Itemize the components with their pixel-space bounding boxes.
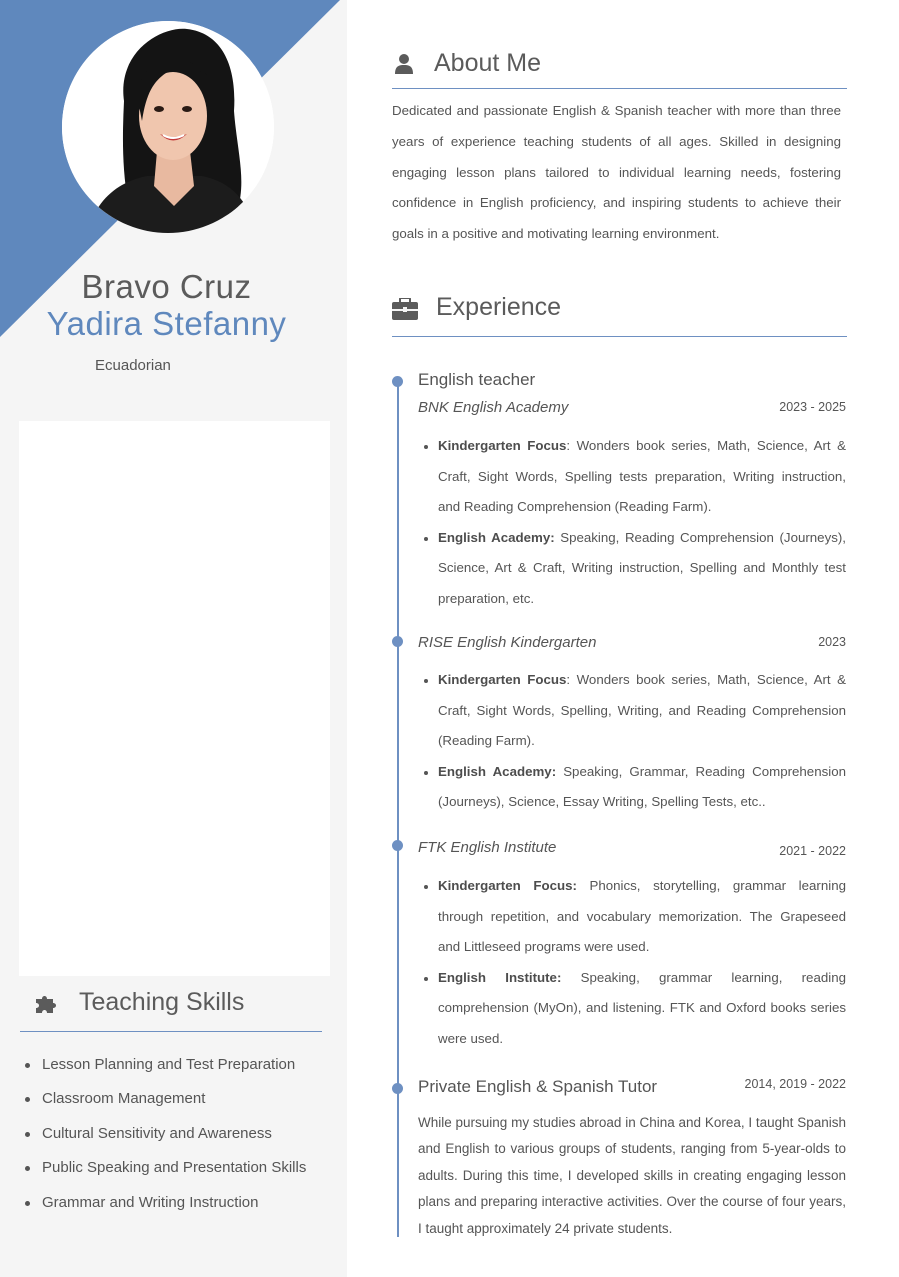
timeline-dot <box>392 636 403 647</box>
blank-panel <box>19 421 330 976</box>
skills-heading <box>20 985 322 1032</box>
job-dates: 2023 - 2025 <box>779 400 846 414</box>
profile-photo <box>62 21 274 233</box>
list-item: Classroom Management <box>22 1087 306 1121</box>
job-bullets <box>420 871 846 1055</box>
job-title: English teacher <box>418 370 536 389</box>
list-item: English Academy: Speaking, Reading Comprehension (Journeys), Science, Art & Craft, Writing instruction, Spelling and Monthly test preparation, etc. <box>420 523 846 615</box>
list-item: English Institute: Speaking, grammar learning, reading comprehension (MyOn), and listening. FTK and Oxford books series were used. <box>420 963 846 1055</box>
job-title: Private English & Spanish Tutor <box>418 1077 658 1096</box>
job-bullets <box>420 431 846 615</box>
list-item: Kindergarten Focus: Wonders book series, Math, Science, Art & Craft, Sight Words, Spelling tests preparation, Writing instruction, and Reading Comprehension (Reading Farm). <box>420 431 846 523</box>
company-name: BNK English Academy <box>418 399 569 416</box>
job-bullets <box>420 665 846 818</box>
list-item: Kindergarten Focus: Phonics, storytelling, grammar learning through repetition, and vocabulary memorization. The Grapeseed and Littleseed programs were used. <box>420 871 846 963</box>
about-text: Dedicated and passionate English & Spanish teacher with more than three years of experience teaching students of all ages. Skilled in designing engaging lesson plans tailored to individual learning needs, fostering confidence in English proficiency, and inspiring students to achieve their goals in a positive and motivating learning environment. <box>392 103 841 242</box>
list-item: Grammar and Writing Instruction <box>22 1191 306 1225</box>
job-dates: 2021 - 2022 <box>779 844 846 858</box>
list-item: Lesson Planning and Test Preparation <box>22 1053 306 1087</box>
list-item: English Academy: Speaking, Grammar, Reading Comprehension (Journeys), Science, Essay Writing, Spelling Tests, etc.. <box>420 757 846 818</box>
nationality: Ecuadorian <box>95 357 171 374</box>
about-title: About Me <box>434 49 542 77</box>
skills-list <box>22 1053 306 1225</box>
skills-title: Teaching Skills <box>79 988 245 1016</box>
first-name: Yadira Stefanny <box>46 305 287 342</box>
timeline-line <box>397 381 399 1237</box>
last-name: Bravo Cruz <box>81 268 252 305</box>
about-heading <box>392 48 847 89</box>
company-name: RISE English Kindergarten <box>418 634 597 651</box>
experience-title: Experience <box>436 293 562 321</box>
briefcase-icon <box>392 298 418 320</box>
user-icon <box>395 54 413 74</box>
job-dates: 2014, 2019 - 2022 <box>744 1077 846 1091</box>
experience-heading <box>392 290 847 337</box>
puzzle-icon <box>33 993 61 1015</box>
list-item: Kindergarten Focus: Wonders book series, Math, Science, Art & Craft, Sight Words, Spelling, Writing, and Reading Comprehension (Reading Farm). <box>420 665 846 757</box>
timeline-dot <box>392 376 403 387</box>
list-item: Public Speaking and Presentation Skills <box>22 1156 306 1190</box>
timeline-dot <box>392 1083 403 1094</box>
job-dates: 2023 <box>818 635 846 649</box>
list-item: Cultural Sensitivity and Awareness <box>22 1122 306 1156</box>
timeline-dot <box>392 840 403 851</box>
company-name: FTK English Institute <box>418 839 557 856</box>
sidebar <box>0 0 347 1277</box>
tutor-description: While pursuing my studies abroad in China and Korea, I taught Spanish and English to various groups of students, ranging from 5-year-olds to adults. During this time, I developed skills in creating engaging lesson plans and preparing interactive activities. Over the course of four years, I taught approximately 24 private students. <box>418 1115 846 1236</box>
